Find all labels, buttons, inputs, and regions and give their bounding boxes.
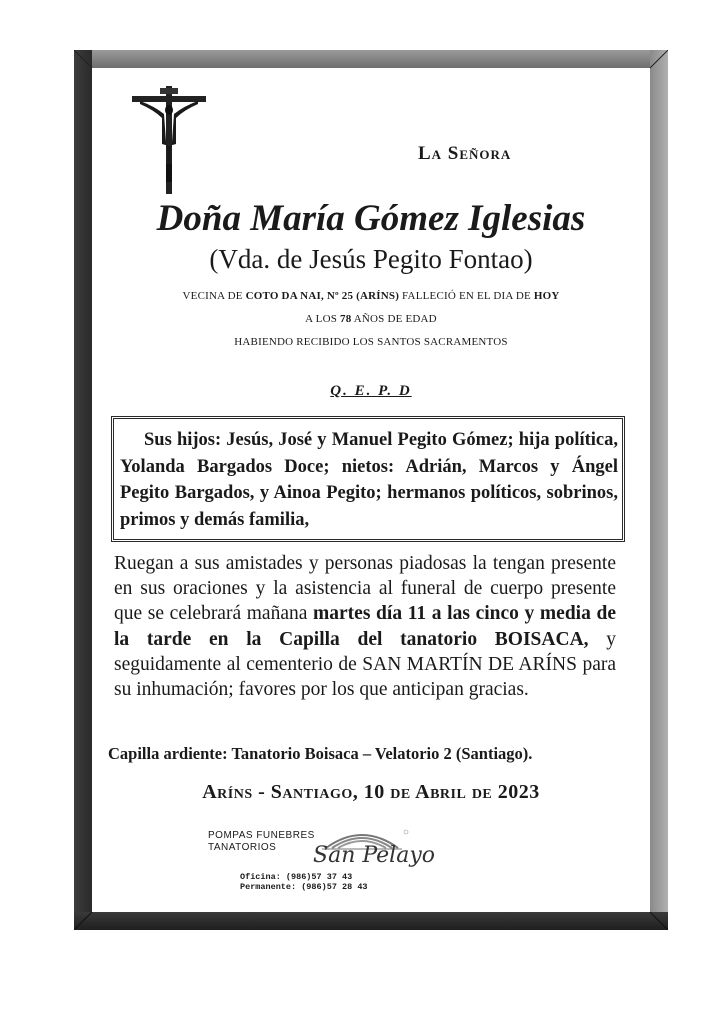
qepd-label: Q. E. P. D: [330, 383, 412, 399]
funeral-home-phones: Oficina: (986)57 37 43 Permanente: (986)57 28 43: [240, 872, 368, 892]
funeral-request: Ruegan a sus amistades y personas piadosas la tengan presente en sus oraciones y la asistencia al funeral de cuerpo presente que se celebrará mañana martes día 11 a las cinco y media de la tarde en la Capilla del tanatorio BOISACA, y seguidamente al cementerio de SAN MARTÍN DE ARÍNS para su inhumación; favores por los que anticipan gracias.: [114, 553, 617, 701]
funeral-home-tagline: POMPAS FUNEBRES TANATORIOS: [208, 830, 315, 853]
chapel-line: Capilla ardiente: Tanatorio Boisaca – Velatorio 2 (Santiago).: [108, 744, 533, 763]
widow-of: (Vda. de Jesús Pegito Fontao): [209, 244, 533, 274]
residence-line: VECINA DE COTO DA NAI, Nº 25 (ARÍNS) FALLECIÓ EN EL DIA DE HOY: [182, 290, 560, 302]
sacraments-line: HABIENDO RECIBIDO LOS SANTOS SACRAMENTOS: [234, 336, 508, 348]
crucifix-icon: [130, 84, 208, 196]
family-box: Sus hijos: Jesús, José y Manuel Pegito Gómez; hija política, Yolanda Bargados Doce; nietos: Adrián, Marcos y Ángel Pegito Bargados, y Ainoa Pegito; hermanos políticos, sobrinos, primos y demás familia,: [111, 416, 625, 542]
title-la-senora: La Señora: [418, 143, 512, 164]
place-date-line: Aríns - Santiago, 10 de Abril de 2023: [202, 781, 540, 803]
age-line: A LOS 78 AÑOS DE EDAD: [305, 313, 437, 325]
funeral-home-brand: San Pelayo: [313, 843, 436, 868]
deceased-name: Doña María Gómez Iglesias: [156, 198, 586, 239]
